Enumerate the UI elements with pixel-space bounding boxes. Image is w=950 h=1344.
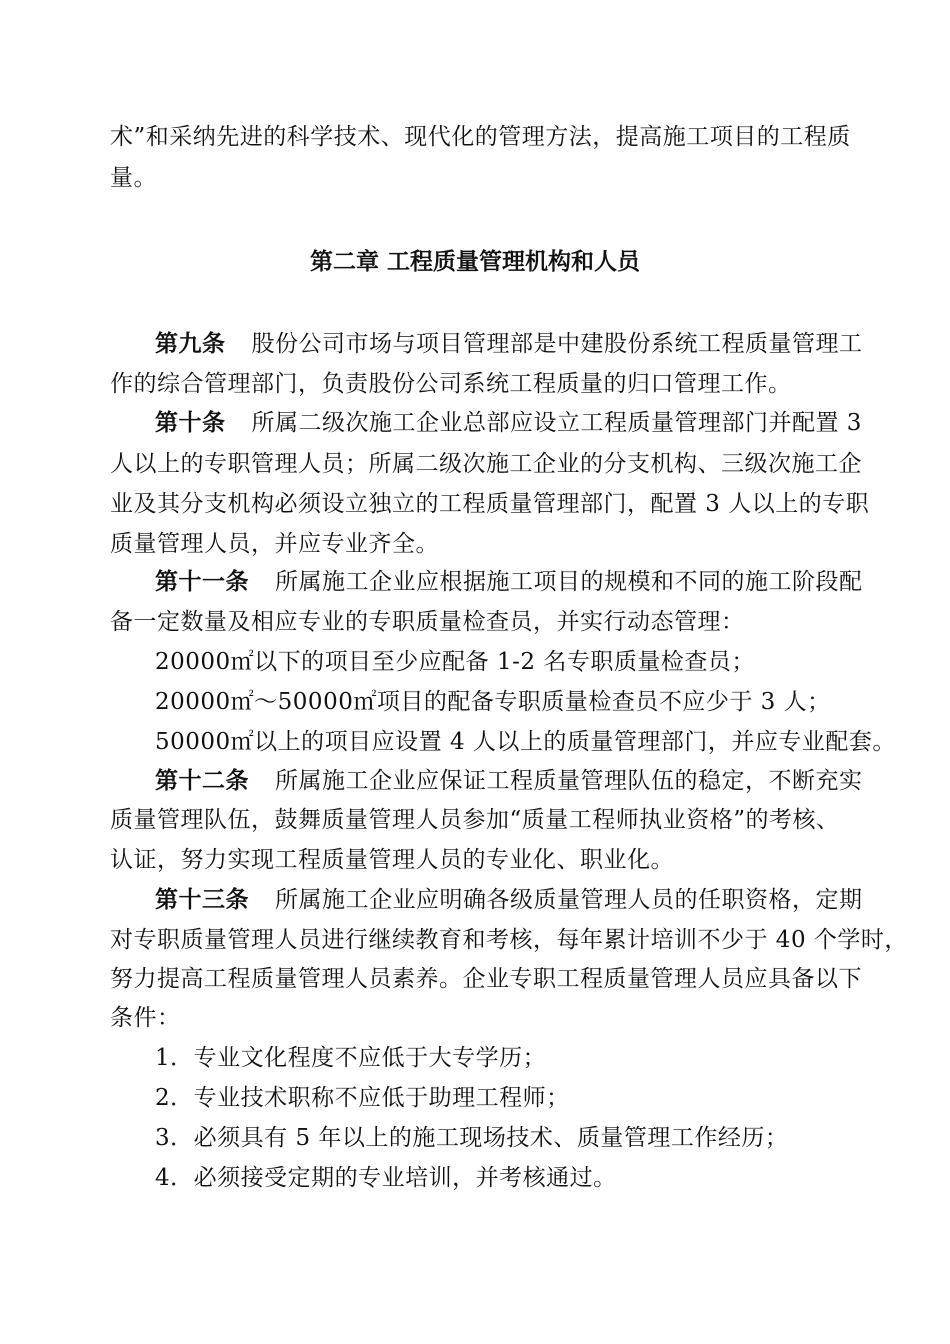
article-13-label: 第十三条 [155,887,249,913]
article-11-text-1: 所属施工企业应根据施工项目的规模和不同的施工阶段配 [275,569,863,595]
article-13-line-4: 条件： [110,1005,181,1031]
article-13-line-3: 努力提高工程质量管理人员素养。企业专职工程质量管理人员应具备以下 [110,966,862,992]
article-11-sub-1: 20000㎡以下的项目至少应配备 1-2 名专职质量检查员； [155,649,755,675]
article-11-label: 第十一条 [155,569,249,595]
article-10-line-2: 人以上的专职管理人员；所属二级次施工企业的分支机构、三级次施工企 [110,451,862,477]
article-9-line-2: 作的综合管理部门，负责股份公司系统工程质量的归口管理工作。 [110,371,792,397]
article-12-line-3: 认证，努力实现工程质量管理人员的专业化、职业化。 [110,847,674,873]
article-11-sub-2: 20000㎡～50000㎡项目的配备专职质量检查员不应少于 3 人； [155,689,831,715]
article-12-line-1 [155,765,895,797]
article-11-sub-3: 50000㎡以上的项目应设置 4 人以上的质量管理部门，并应专业配套。 [155,729,896,755]
article-9-text-1: 股份公司市场与项目管理部是中建股份系统工程质量管理工 [251,331,863,357]
intro-line-1: 术”和采纳先进的科学技术、现代化的管理方法，提高施工项目的工程质 [110,124,851,150]
list-item: 1．专业文化程度不应低于大专学历； [155,1045,547,1071]
article-10-text-1: 所属二级次施工企业总部应设立工程质量管理部门并配置 3 [251,410,862,436]
chapter-title: 第二章 工程质量管理机构和人员 [309,249,640,275]
intro-line-2: 量。 [110,165,157,191]
article-11-line-2: 备一定数量及相应专业的专职质量检查员，并实行动态管理： [110,609,745,635]
article-10-line-1 [155,407,895,439]
article-13-line-1 [155,884,895,916]
article-10-line-4: 质量管理人员，并应专业齐全。 [110,531,439,557]
article-13-text-1: 所属施工企业应明确各级质量管理人员的任职资格，定期 [275,887,863,913]
article-12-text-1: 所属施工企业应保证工程质量管理队伍的稳定，不断充实 [275,768,863,794]
article-10-label: 第十条 [155,410,226,436]
article-13-line-2: 对专职质量管理人员进行继续教育和考核，每年累计培训不少于 40 个学时， [110,927,908,953]
list-item: 4．必须接受定期的专业培训，并考核通过。 [155,1165,617,1191]
list-item: 2．专业技术职称不应低于助理工程师； [155,1085,570,1111]
article-12-line-2: 质量管理队伍，鼓舞质量管理人员参加“质量工程师执业资格”的考核、 [110,807,840,833]
article-11-line-1 [155,566,895,598]
article-10-line-3: 业及其分支机构必须设立独立的工程质量管理部门，配置 3 人以上的专职 [110,491,870,517]
article-9-line-1 [155,328,895,360]
list-item: 3．必须具有 5 年以上的施工现场技术、质量管理工作经历； [155,1125,789,1151]
article-9-label: 第九条 [155,331,226,357]
article-12-label: 第十二条 [155,768,249,794]
